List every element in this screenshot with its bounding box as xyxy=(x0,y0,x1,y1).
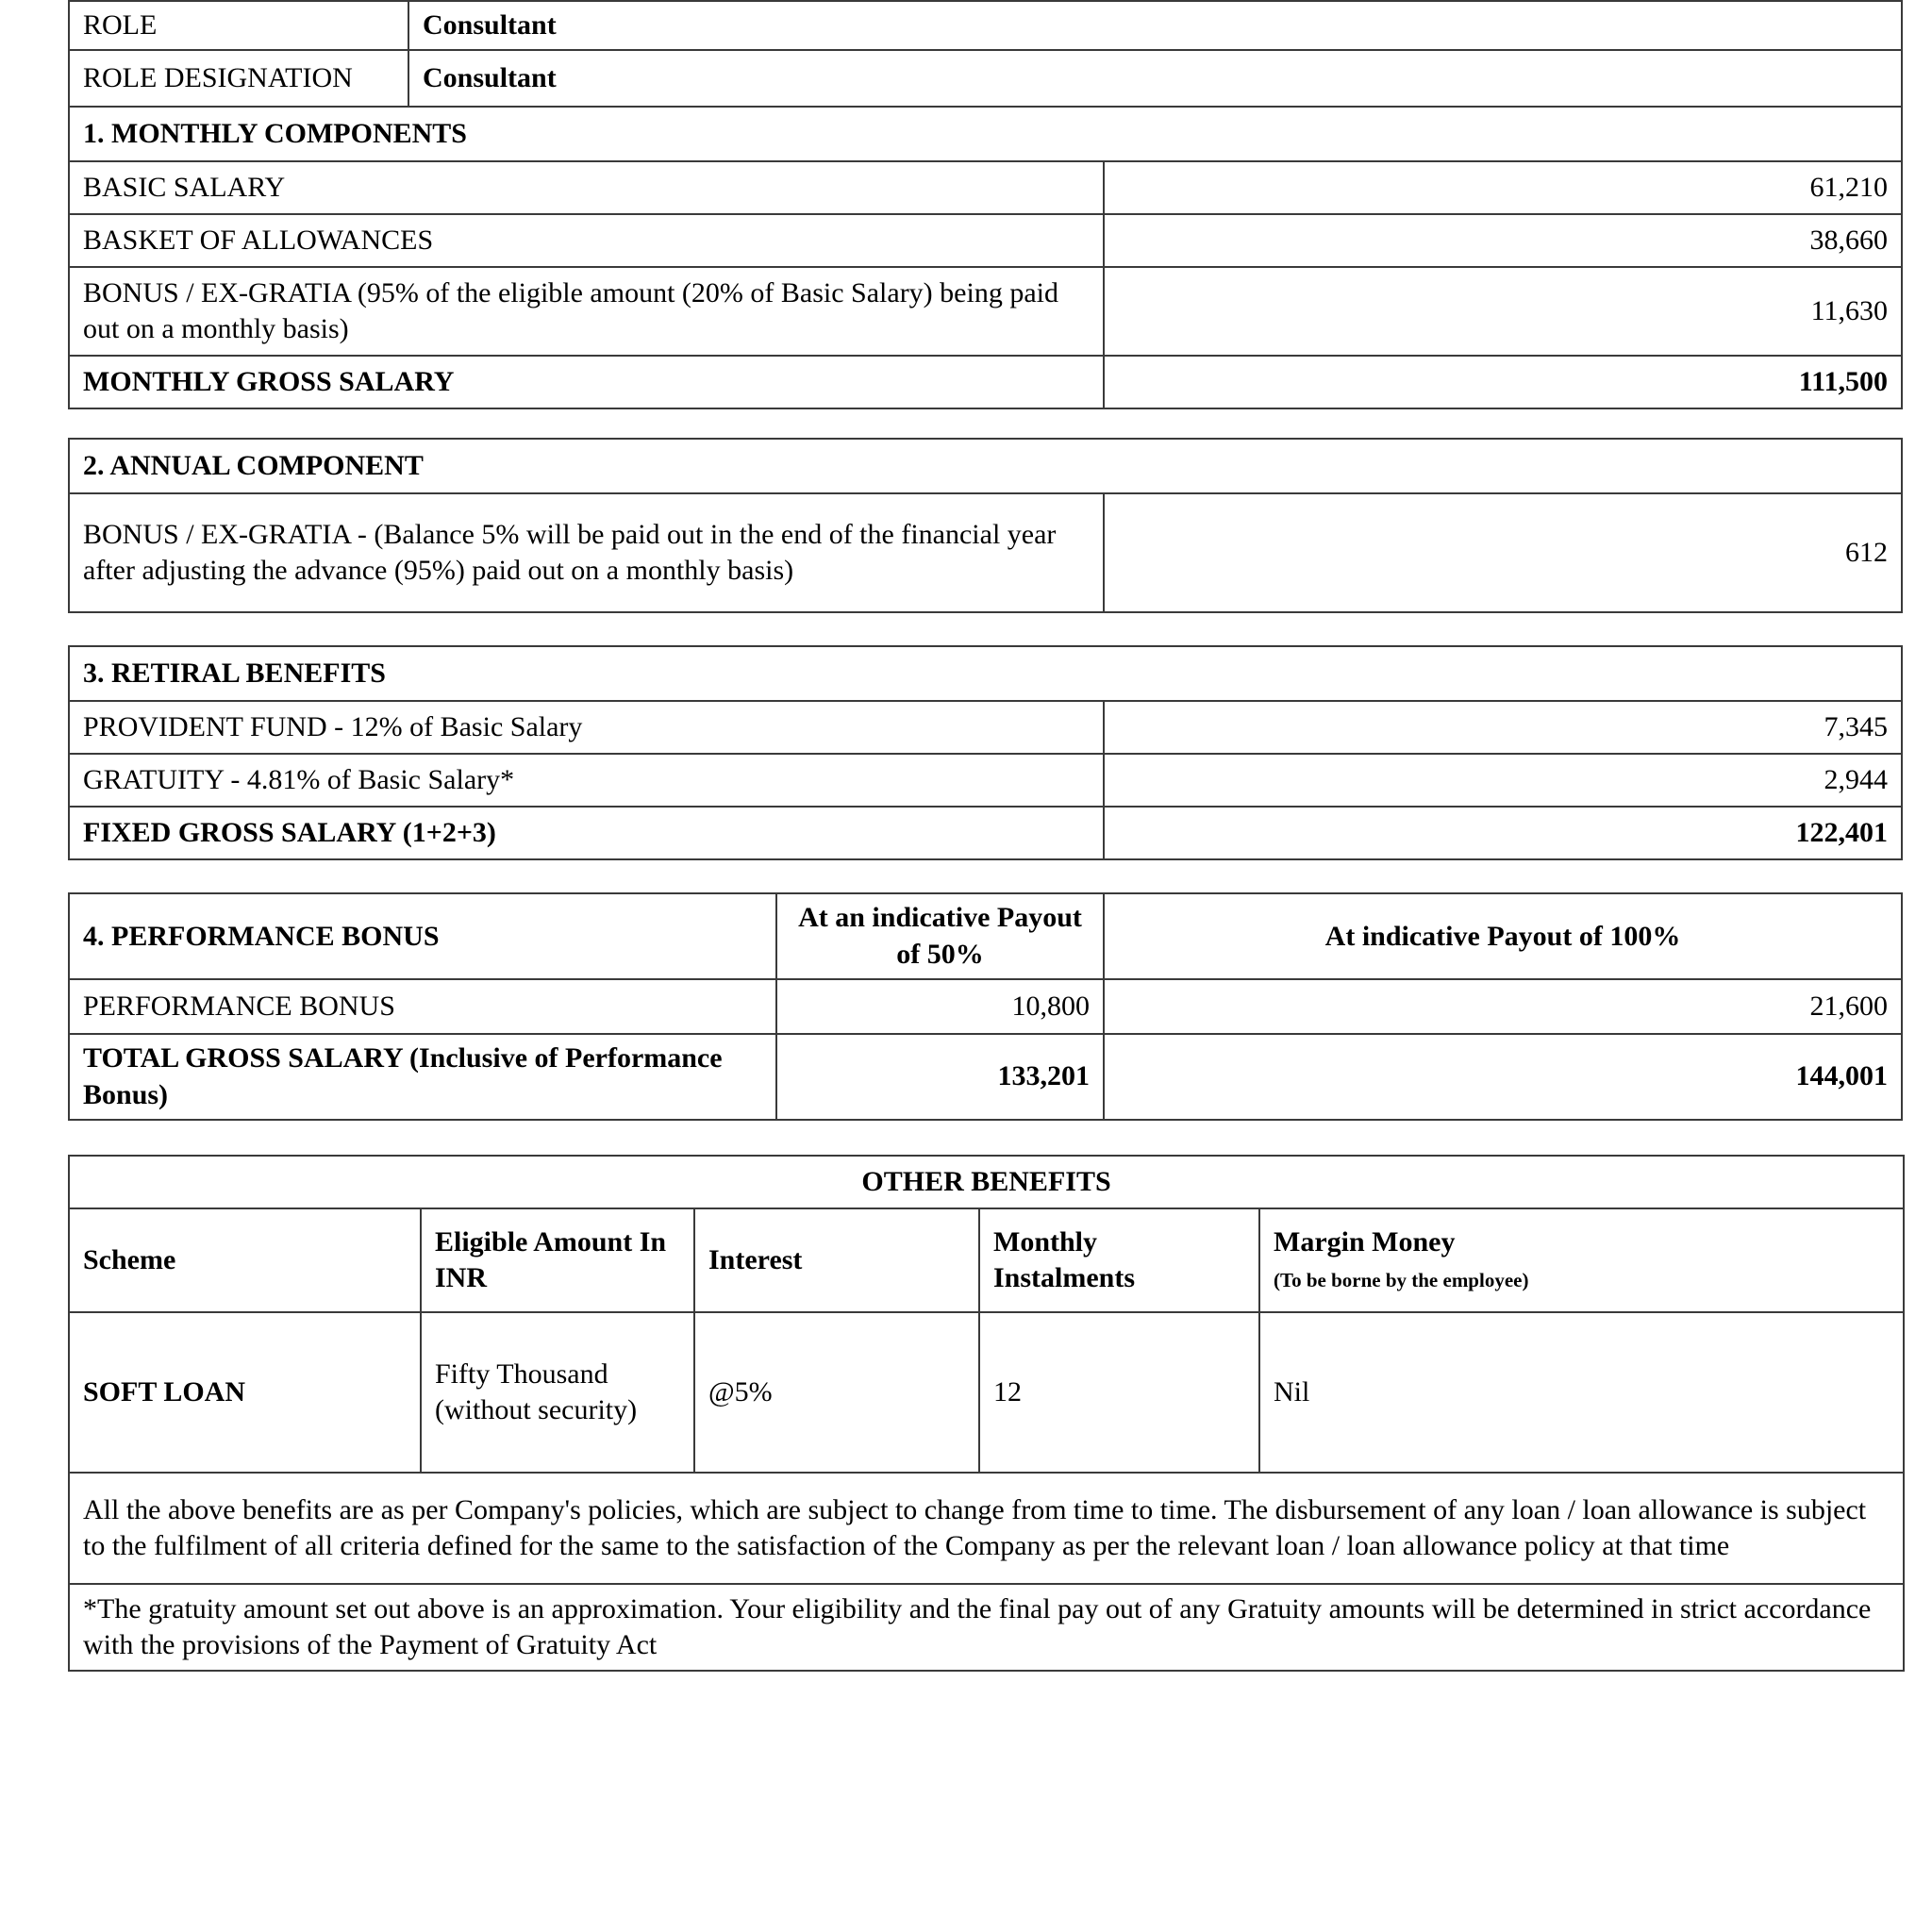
role-label: ROLE xyxy=(69,1,408,50)
basket-of-allowances-amount: 38,660 xyxy=(1104,214,1902,267)
other-benefits-title: OTHER BENEFITS xyxy=(69,1156,1904,1208)
table-row-role xyxy=(69,1,1902,50)
table-row-soft-loan xyxy=(69,1312,1904,1473)
section-gap xyxy=(68,409,1903,438)
section-gap xyxy=(68,613,1903,645)
performance-bonus-at50: 10,800 xyxy=(776,979,1104,1034)
gratuity-label: GRATUITY - 4.81% of Basic Salary* xyxy=(69,754,1104,807)
performance-bonus-at100: 21,600 xyxy=(1104,979,1902,1034)
header-margin-money-main: Margin Money xyxy=(1274,1225,1456,1257)
annual-component-section-title: 2. ANNUAL COMPONENT xyxy=(69,439,1902,493)
role-value: Consultant xyxy=(408,1,1902,50)
header-scheme: Scheme xyxy=(69,1208,421,1312)
table-row-gratuity-note xyxy=(69,1584,1904,1671)
bonus-exgratia-annual-label: BONUS / EX-GRATIA - (Balance 5% will be paid out in the end of the financial year after adjusting the advance (95%) paid out on a monthly basis) xyxy=(69,493,1104,612)
soft-loan-monthly-instalments: 12 xyxy=(979,1312,1259,1473)
other-benefits-table xyxy=(68,1155,1905,1672)
header-margin-money xyxy=(1259,1208,1904,1312)
fixed-gross-salary-amount: 122,401 xyxy=(1104,807,1902,859)
monthly-gross-salary-label: MONTHLY GROSS SALARY xyxy=(69,356,1104,408)
table-row-benefits-note xyxy=(69,1473,1904,1584)
table-row-other-benefits-header xyxy=(69,1208,1904,1312)
section-gap xyxy=(68,860,1903,892)
retiral-benefits-table xyxy=(68,645,1903,860)
table-row-total-gross-salary xyxy=(69,1034,1902,1120)
benefits-policy-note: All the above benefits are as per Company's policies, which are subject to change from time to time. The disbursement of any loan / loan allowance is subject to the fulfilment of all criteria defined for the same to the satisfaction of the Company as per the relevant loan / loan allowance policy at that time xyxy=(69,1473,1904,1584)
bonus-exgratia-annual-amount: 612 xyxy=(1104,493,1902,612)
role-designation-value: Consultant xyxy=(408,50,1902,107)
monthly-gross-salary-amount: 111,500 xyxy=(1104,356,1902,408)
table-row-role-designation xyxy=(69,50,1902,107)
section-gap xyxy=(68,1121,1903,1155)
retiral-benefits-section-title: 3. RETIRAL BENEFITS xyxy=(69,646,1902,701)
soft-loan-interest: @5% xyxy=(694,1312,979,1473)
table-row-monthly-section-title xyxy=(69,107,1902,161)
basket-of-allowances-label: BASKET OF ALLOWANCES xyxy=(69,214,1104,267)
bonus-exgratia-monthly-amount: 11,630 xyxy=(1104,267,1902,356)
table-row-provident-fund xyxy=(69,701,1902,754)
fixed-gross-salary-label: FIXED GROSS SALARY (1+2+3) xyxy=(69,807,1104,859)
table-row-gratuity xyxy=(69,754,1902,807)
table-row-annual-section-title xyxy=(69,439,1902,493)
performance-bonus-table xyxy=(68,892,1903,1121)
header-interest: Interest xyxy=(694,1208,979,1312)
table-row-performance-header xyxy=(69,893,1902,979)
table-row-basket-of-allowances xyxy=(69,214,1902,267)
role-designation-label: ROLE DESIGNATION xyxy=(69,50,408,107)
provident-fund-amount: 7,345 xyxy=(1104,701,1902,754)
soft-loan-eligible-amount-line2: (without security) xyxy=(435,1393,638,1425)
table-row-bonus-exgratia-annual xyxy=(69,493,1902,612)
table-row-performance-bonus xyxy=(69,979,1902,1034)
performance-bonus-label: PERFORMANCE BONUS xyxy=(69,979,776,1034)
total-gross-salary-at100: 144,001 xyxy=(1104,1034,1902,1120)
gratuity-amount: 2,944 xyxy=(1104,754,1902,807)
monthly-components-table xyxy=(68,0,1903,409)
annual-component-table xyxy=(68,438,1903,613)
payout-50-header: At an indicative Payout of 50% xyxy=(776,893,1104,979)
total-gross-salary-at50: 133,201 xyxy=(776,1034,1104,1120)
performance-bonus-section-title: 4. PERFORMANCE BONUS xyxy=(69,893,776,979)
monthly-components-section-title: 1. MONTHLY COMPONENTS xyxy=(69,107,1902,161)
table-row-bonus-exgratia-monthly xyxy=(69,267,1902,356)
gratuity-approximation-note: *The gratuity amount set out above is an approximation. Your eligibility and the final pay out of any Gratuity amounts will be determined in strict accordance with the provisions of the Payment of Gratuity Act xyxy=(69,1584,1904,1671)
soft-loan-margin-money: Nil xyxy=(1259,1312,1904,1473)
basic-salary-label: BASIC SALARY xyxy=(69,161,1104,214)
table-row-monthly-gross-salary xyxy=(69,356,1902,408)
table-row-retiral-section-title xyxy=(69,646,1902,701)
soft-loan-scheme: SOFT LOAN xyxy=(69,1312,421,1473)
soft-loan-eligible-amount xyxy=(421,1312,694,1473)
table-row-other-benefits-title xyxy=(69,1156,1904,1208)
header-eligible-amount: Eligible Amount In INR xyxy=(421,1208,694,1312)
table-row-basic-salary xyxy=(69,161,1902,214)
header-margin-money-sub: (To be borne by the employee) xyxy=(1274,1268,1529,1291)
payout-100-header: At indicative Payout of 100% xyxy=(1104,893,1902,979)
total-gross-salary-label: TOTAL GROSS SALARY (Inclusive of Performance Bonus) xyxy=(69,1034,776,1120)
bonus-exgratia-monthly-label: BONUS / EX-GRATIA (95% of the eligible amount (20% of Basic Salary) being paid out on a monthly basis) xyxy=(69,267,1104,356)
table-row-fixed-gross-salary xyxy=(69,807,1902,859)
basic-salary-amount: 61,210 xyxy=(1104,161,1902,214)
soft-loan-eligible-amount-line1: Fifty Thousand xyxy=(435,1357,608,1390)
provident-fund-label: PROVIDENT FUND - 12% of Basic Salary xyxy=(69,701,1104,754)
header-monthly-instalments: Monthly Instalments xyxy=(979,1208,1259,1312)
